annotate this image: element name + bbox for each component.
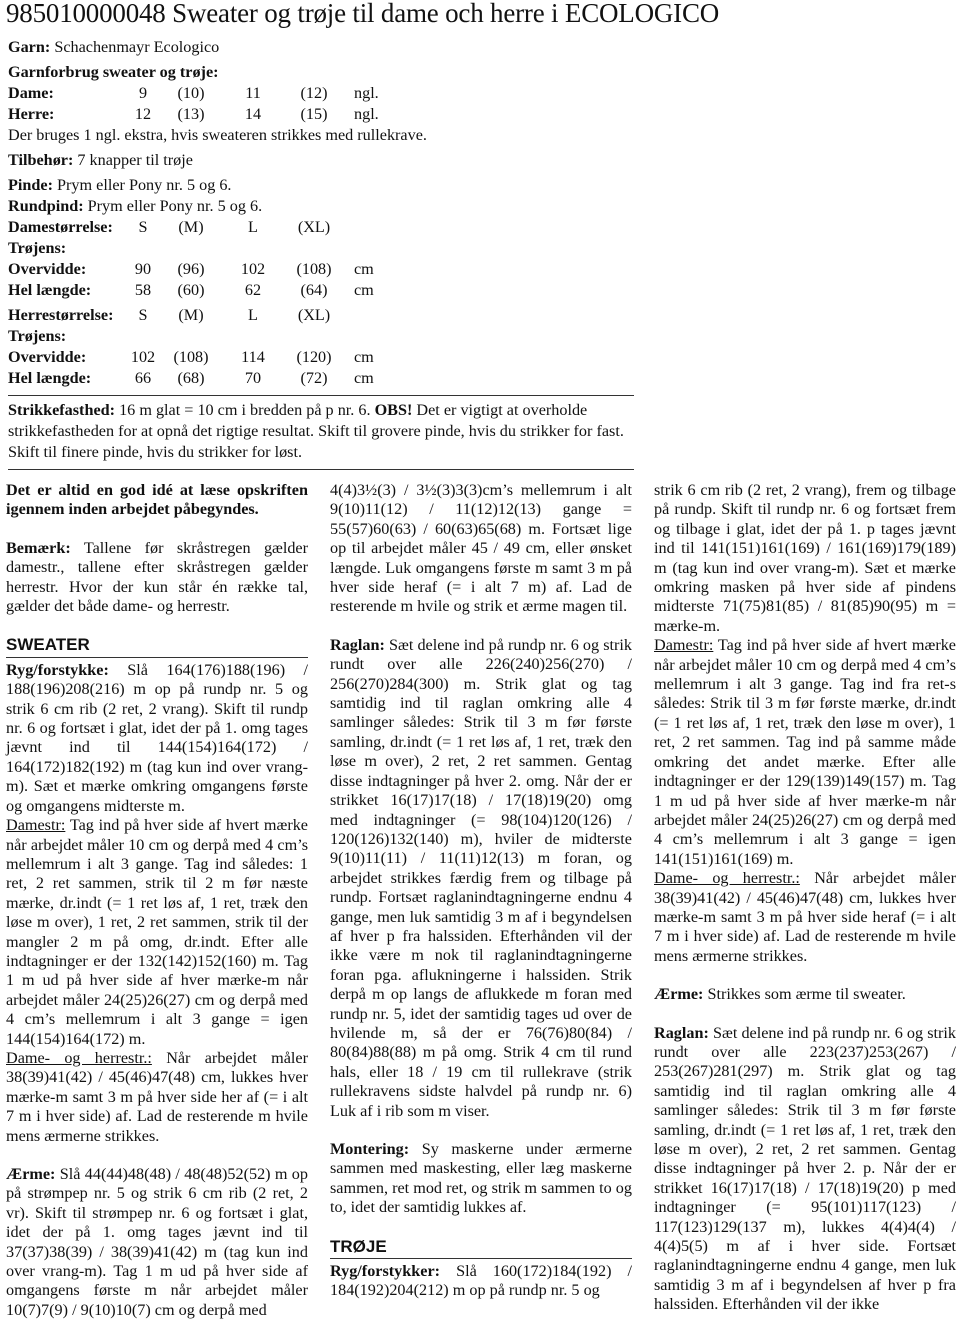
yarn-usage-heading: Garnforbrug sweater og trøje:: [8, 63, 219, 81]
accessories-line: Tilbehør: 7 knapper til trøje: [8, 151, 193, 169]
page-title: 985010000048 Sweater og trøje til dame och herre i ECOLOGICO: [6, 0, 720, 28]
gauge-note: Strikkefasthed: 16 m glat = 10 cm i bredden på p nr. 6. OBS! Det er vigtigt at overholde strikkefastheden for at opnå det rigtige resultat. Skift til grovere pinde, hvis du strikker for fast. Skift til finere pinde, hvis du strikker for løst.: [8, 401, 624, 461]
divider: [8, 469, 634, 470]
column-1: [6, 481, 308, 1320]
body-paragraph: Dame- og herrestr.: Når arbejdet måler 38(39)41(42) / 45(46)47(48) cm, lukkes hver mærke-m samt 3 m på hver side heraf (= i alt 7 m i hver side) af. Lad de resterende m hvile mens ærmerne strikkes.: [654, 869, 957, 965]
trojens-label: Trøjens:: [8, 239, 67, 257]
circular-needle-line: Rundpind: Prym eller Pony nr. 5 og 6.: [8, 197, 263, 215]
dame-yarn-row: Dame: 9 (10) 11 (12) ngl.: [8, 84, 379, 102]
divider: [8, 395, 634, 396]
body-paragraph: Damestr: Tag ind på hver side af hvert mærke når arbejdet måler 10 cm og derpå med 4 cm’s mellemrum i alt 3 gange. Tag ind fra ret-s således: Strik til 3 m før første mærke, dr.indt (= 1 ret løs af, 1 ret, træk den løse m over), 1 ret, 2 ret sammen. Tag ind på samme måde omkring det andet mærke. Efter alle indtagninger er der 129(139)149(157) m. Tag 1 m ud på hver side af hver mærke-m når arbejdet måler 24(25)26(27) cm og derpå med 4 cm’s mellemrum i alt 3 gange = igen 141(151)161(169) m.: [654, 636, 956, 868]
body-paragraph: Ryg/forstykke: Slå 164(176)188(196) / 188(196)208(216) m op på rundp nr. 5 og strik 6 cm rib (2 ret, 2 vrang). Skift til rundp nr. 6 og fortsæt i glat, idet der på 1. omg tages jævnt ind til 144(154)164(172) / 164(172)182(192) m (tag kun ind over vrang-m). Sæt et mærke omkring omgangens første og omgangens midterste m.: [6, 660, 309, 815]
herre-length-row: Hel længde: 66 (68) 70 (72) cm: [8, 369, 374, 387]
trojens-label: Trøjens:: [8, 327, 67, 345]
body-paragraph: 4(4)3½(3) / 3½(3)3(3)cm’s mellemrum i alt 9(10)11(12) / 11(12)12(13) gange = 55(57)60(63) / 60(63)65(68) m. Fortsæt lige op til arbejdet måler 45 / 49 cm, eller ønsket længde. Luk omgangens første m samt 3 m på hver side heraf (= i alt 7 m) af. Lad de resterende m hvile og strik et ærme magen til.: [330, 481, 632, 616]
body-paragraph: Ryg/forstykker: Slå 160(172)184(192) / 184(192)204(212) m op på rundp nr. 5 og: [330, 1262, 632, 1300]
body-paragraph: Ærme: Strikkes som ærme til sweater.: [654, 985, 906, 1004]
dame-length-row: Hel længde: 58 (60) 62 (64) cm: [8, 281, 374, 299]
column-3: [654, 481, 956, 1315]
intro-text: Det er altid en god idé at læse opskriften igennem inden arbejdet påbegyndes.: [6, 481, 308, 519]
dame-chest-row: Overvidde: 90 (96) 102 (108) cm: [8, 260, 374, 278]
extra-yarn-note: Der bruges 1 ngl. ekstra, hvis sweateren strikkes med rullekrave.: [8, 126, 427, 144]
troje-heading: TRØJE: [330, 1237, 632, 1259]
specifications: [8, 37, 634, 474]
body-paragraph: Raglan: Sæt delene ind på rundp nr. 6 og strik rundt over alle 223(237)253(267) / 253(267)281(297) m. Strik glat og tag samtidig ind til raglan omkring alle 4 samlinger således: Strik til 3 m før første samling, dr.indt (= 1 ret løs af, 1 ret, træk den løse m over), 2 ret, 2 ret sammen. Gentag disse indtagninger på hver 2. p. Når der er strikket 16(17)17(18) / 17(18)19(20) p med indtagninger (= 95(101)117(123) / 117(123)129(137 m), lukkes 4(4)4(4) / 4(4)5(5) m af i hver side. Fortsæt raglanindtagningerne endnu 4 gange, men luk samtidig 3 m af i begyndelsen af hver p fra halssiden. Efterhånden vil der ikke: [654, 1023, 957, 1314]
yarn-line: Garn: Schachenmayr Ecologico: [8, 38, 220, 56]
sweater-heading: SWEATER: [6, 635, 308, 657]
body-paragraph: Dame- og herrestr.: Når arbejdet måler 38(39)41(42) / 45(46)47(48) cm, lukkes hver mærke-m samt 3 m på hver side her af (= i alt 7 m i hver side) af. Lad de resterende m hvile mens ærmerne strikkes.: [6, 1048, 309, 1145]
note-paragraph: Bemærk: Tallene før skråstregen gælder damestr., tallene efter skråstregen gælder herrestr. Hvor der kun står én række tal, gælder det både dame- og herrestr.: [6, 538, 308, 616]
dame-size-row: Damestørrelse: S (M) L (XL): [8, 218, 331, 236]
body-paragraph: Ærme: Slå 44(44)48(48) / 48(48)52(52) m op på strømpep nr. 5 og strik 6 cm rib (2 ret, 2 vr). Skift til strømpep nr. 6 og fortsæt i glat, idet der på 1. omg tages jævnt ind til 37(37)38(39) / 38(39)41(42) m (tag kun ind over vrang-m). Tag 1 m ud på hver side af omgangens første m når arbejdet måler 10(7)7(9) / 9(10)10(7) cm og derpå med: [6, 1165, 308, 1319]
herre-yarn-row: Herre: 12 (13) 14 (15) ngl.: [8, 105, 379, 123]
herre-size-row: Herrestørrelse: S (M) L (XL): [8, 306, 331, 324]
column-2: [330, 481, 632, 1301]
body-paragraph: Raglan: Sæt delene ind på rundp nr. 6 og strik rundt over alle 226(240)256(270) / 256(270)284(300) m. Strik glat og tag samtidig ind til raglan omkring alle 4 samlinger således: Strik til 3 m før første samling, dr.indt (= 1 ret løs af, 1 ret, træk den løse m over), 2 ret, 2 ret sammen. Gentag disse indtagninger på hver 2. omg. Når der er strikket 16(17)17(18) / 17(18)19(20) omg med indtagninger (= 98(104)120(126) / 120(126)132(140) m), hviler de midterste 9(10)11(11) / 11(11)12(13) m foran, og arbejdet strikkes færdig frem og tilbage på rundp. Fortsæt raglanindtagningerne endnu 4 gange, men luk samtidig 3 m af i begyndelsen af hver p fra halssiden. Efterhånden vil der ikke være m nok til raglanindtagningerne foran pga. aflukningerne i halssiden. Strik derpå m op langs de aflukkede m foran med rundp nr. 5, idet der samtidig tages ud over de hvilende m, så der er 76(76)80(84) / 80(84)88(88) m på omg. Strik 4 cm til rund hals, eller 18 / 19 cm til rullekrave (strik rullekravens sidste halvdel på rundp nr. 6) Luk af i rib som m viser.: [330, 635, 633, 1120]
body-paragraph: strik 6 cm rib (2 ret, 2 vrang), frem og tilbage på rundp. Skift til rundp nr. 6 og fortsæt frem og tilbage i glat, idet der på 1. p tages jævnt ind til 141(151)161(169) / 161(169)179(189) m (tag kun ind over vrang-m). Sæt et mærke omkring masken på hver side af pindens midterste 71(75)81(85) / 81(85)90(95) m = mærke-m.: [654, 481, 956, 635]
needles-line: Pinde: Prym eller Pony nr. 5 og 6.: [8, 176, 232, 194]
herre-chest-row: Overvidde: 102 (108) 114 (120) cm: [8, 348, 374, 366]
body-paragraph: Montering: Sy maskerne under ærmerne sammen med maskesting, eller læg maskerne sammen, ret mod ret, og strik m sammen to og to, idet der samtidig lukkes af.: [330, 1140, 633, 1217]
body-paragraph: Damestr: Tag ind på hver side af hvert mærke når arbejdet måler 10 cm og derpå med 4 cm’s mellemrum i alt 3 gange. Tag ind således: 1 ret, 2 ret sammen, strik til 2 m før næste mærke, dr.indt (= 1 ret løs af, 1 ret, træk den løse m over), 1 ret, 2 ret sammen, strik til der mangler 2 m på omg, dr.indt. Efter alle indtagninger er der 132(142)152(160) m. Tag 1 m ud på hver side af hver mærke-m når arbejdet måler 24(25)26(27) cm og derpå med 4 cm’s mellemrum i alt 3 gange = igen 144(154)164(172) m.: [6, 816, 308, 1048]
